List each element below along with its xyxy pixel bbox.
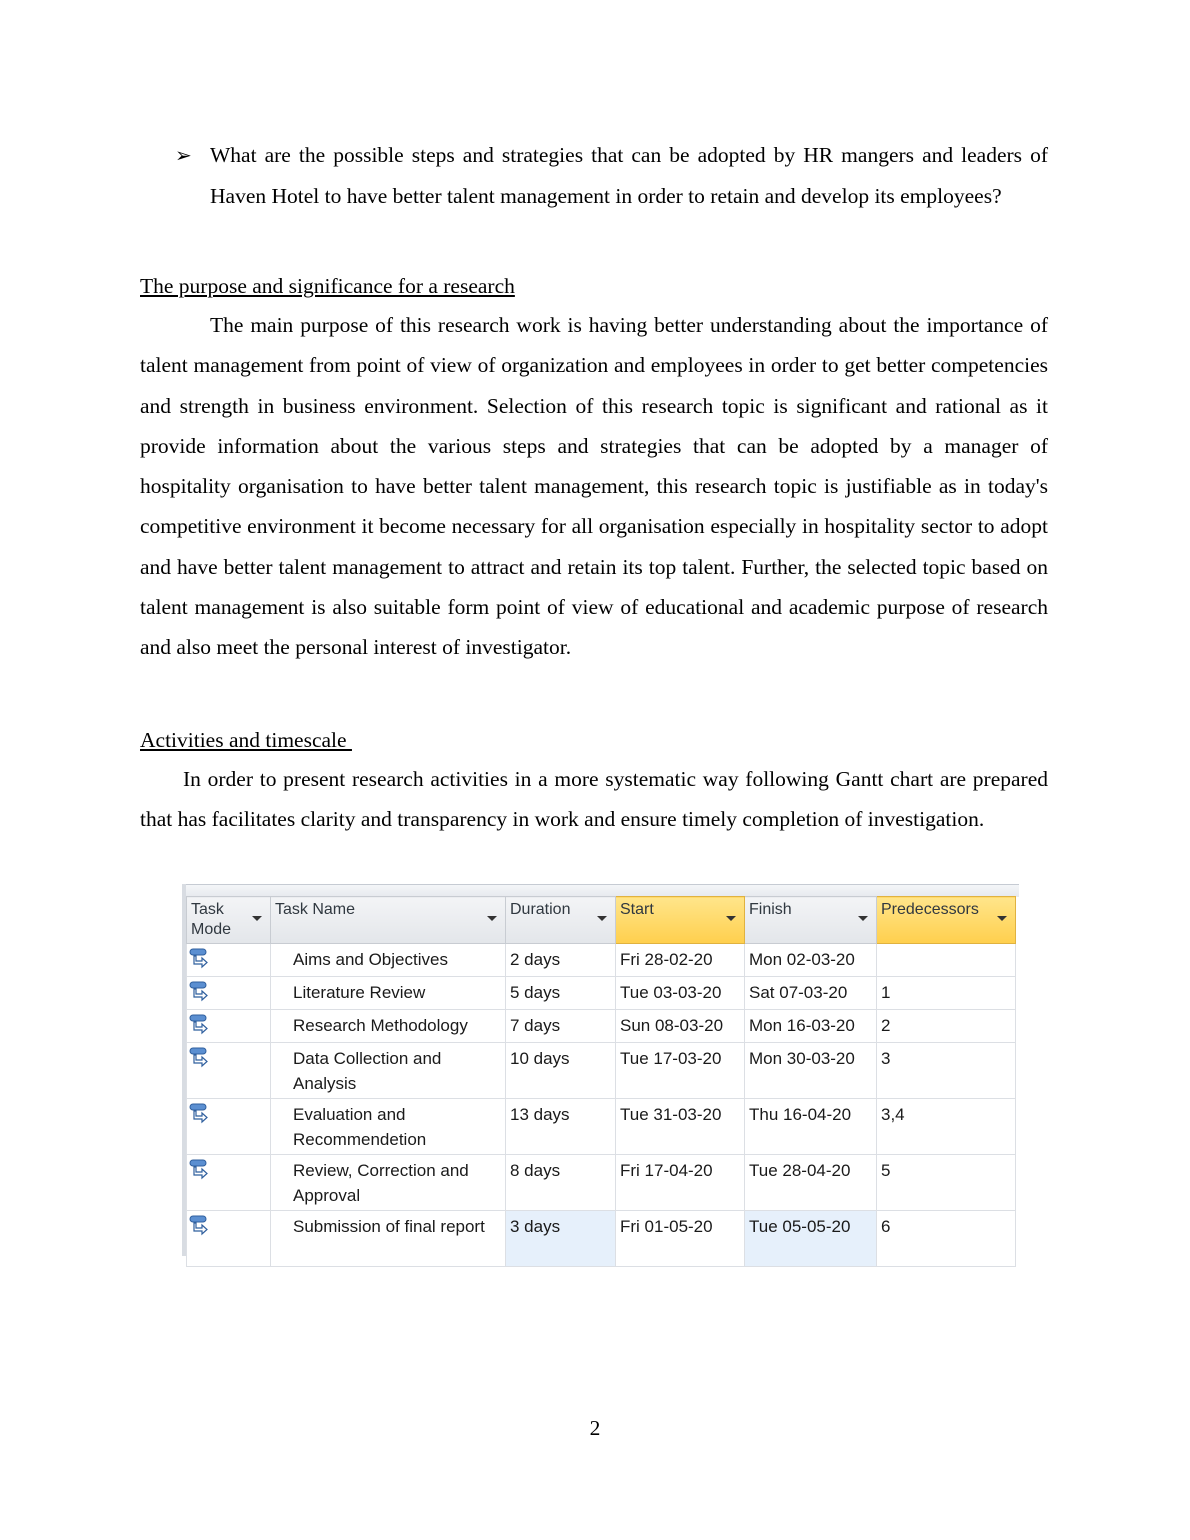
start-cell[interactable]: Tue 03-03-20 <box>616 977 745 1010</box>
start-cell[interactable]: Fri 28-02-20 <box>616 944 745 977</box>
table-row[interactable] <box>187 1211 1016 1267</box>
auto-scheduled-task-icon <box>189 1013 211 1035</box>
purpose-paragraph: The main purpose of this research work is having better understanding about the importance of talent management from point of view of organization and employees in order to get better competencies and strength in business environment. Selection of this research topic is significant and rational as it provide information about the various steps and strategies that can be adopted by a manager of hospitality organisation to have better talent management, this research topic is justifiable as in today's competitive environment it become necessary for all organisation especially in hospitality sector to adopt and have better talent management to attract and retain its top talent. Further, the selected topic based on talent management is also suitable form point of view of educational and academic purpose of research and also meet the personal interest of investigator. <box>140 313 1048 660</box>
predecessors-cell[interactable]: 5 <box>877 1155 1016 1211</box>
page-number: 2 <box>589 1416 601 1440</box>
table-row[interactable] <box>187 944 1016 977</box>
finish-cell[interactable]: Mon 16-03-20 <box>745 1010 877 1043</box>
dropdown-caret-icon[interactable] <box>487 916 497 921</box>
research-question-bullet <box>175 135 1048 216</box>
predecessors-cell[interactable]: 2 <box>877 1010 1016 1043</box>
header-predecessors[interactable] <box>877 897 1016 944</box>
activities-paragraph: In order to present research activities in a more systematic way following Gantt chart are prepared that has facilitates clarity and transparency in work and ensure timely completion of investigation. <box>140 767 1048 832</box>
predecessors-cell[interactable]: 3 <box>877 1043 1016 1099</box>
header-task-name-label: Task Name <box>275 901 356 918</box>
predecessors-cell[interactable]: 1 <box>877 977 1016 1010</box>
table-row[interactable] <box>187 1010 1016 1043</box>
finish-cell[interactable]: Tue 28-04-20 <box>745 1155 877 1211</box>
start-cell[interactable]: Fri 17-04-20 <box>616 1155 745 1211</box>
gantt-table <box>182 884 1019 1256</box>
finish-cell[interactable]: Mon 02-03-20 <box>745 944 877 977</box>
auto-scheduled-task-icon <box>189 1046 211 1068</box>
dropdown-caret-icon[interactable] <box>858 916 868 921</box>
gantt-grid <box>186 896 1016 1267</box>
header-predecessors-label: Predecessors <box>881 901 979 918</box>
task-mode-cell <box>187 1155 271 1211</box>
task-name-cell[interactable]: Review, Correction and Approval <box>271 1155 506 1211</box>
auto-scheduled-task-icon <box>189 1158 211 1180</box>
dropdown-caret-icon[interactable] <box>726 916 736 921</box>
duration-cell[interactable]: 7 days <box>506 1010 616 1043</box>
task-mode-cell <box>187 977 271 1010</box>
predecessors-cell[interactable]: 3,4 <box>877 1099 1016 1155</box>
duration-cell[interactable]: 8 days <box>506 1155 616 1211</box>
finish-cell[interactable]: Thu 16-04-20 <box>745 1099 877 1155</box>
task-mode-cell <box>187 1010 271 1043</box>
header-duration-label: Duration <box>510 901 571 918</box>
predecessors-cell[interactable]: 6 <box>877 1211 1016 1267</box>
header-task-name[interactable] <box>271 897 506 944</box>
start-cell[interactable]: Sun 08-03-20 <box>616 1010 745 1043</box>
start-cell[interactable]: Fri 01-05-20 <box>616 1211 745 1267</box>
auto-scheduled-task-icon <box>189 1214 211 1236</box>
finish-cell[interactable]: Mon 30-03-20 <box>745 1043 877 1099</box>
dropdown-caret-icon[interactable] <box>997 916 1007 921</box>
duration-cell[interactable]: 5 days <box>506 977 616 1010</box>
task-name-cell[interactable]: Evaluation and Recommendetion <box>271 1099 506 1155</box>
predecessors-cell[interactable] <box>877 944 1016 977</box>
duration-cell[interactable]: 2 days <box>506 944 616 977</box>
table-row[interactable] <box>187 1099 1016 1155</box>
auto-scheduled-task-icon <box>189 947 211 969</box>
dropdown-caret-icon[interactable] <box>597 916 607 921</box>
arrow-bullet-icon: ➢ <box>175 143 192 167</box>
header-start-label: Start <box>620 901 654 918</box>
header-task-mode[interactable] <box>187 897 271 944</box>
dropdown-caret-icon[interactable] <box>252 916 262 921</box>
header-task-mode-line2: Mode <box>191 921 232 938</box>
research-question-text: What are the possible steps and strategies that can be adopted by HR mangers and leaders of Haven Hotel to have better talent management in order to retain and develop its employees? <box>210 143 1048 208</box>
start-cell[interactable]: Tue 31-03-20 <box>616 1099 745 1155</box>
task-name-cell[interactable]: Submission of final report <box>271 1211 506 1267</box>
task-mode-cell <box>187 1043 271 1099</box>
auto-scheduled-task-icon <box>189 1102 211 1124</box>
purpose-heading: The purpose and significance for a research <box>140 274 515 298</box>
duration-cell[interactable]: 13 days <box>506 1099 616 1155</box>
header-finish[interactable] <box>745 897 877 944</box>
task-name-cell[interactable]: Literature Review <box>271 977 506 1010</box>
table-row[interactable] <box>187 1043 1016 1099</box>
header-start[interactable] <box>616 897 745 944</box>
header-finish-label: Finish <box>749 901 792 918</box>
task-mode-cell <box>187 1099 271 1155</box>
duration-cell[interactable]: 3 days <box>506 1211 616 1267</box>
header-task-mode-line1: Task <box>191 901 224 918</box>
task-mode-cell <box>187 944 271 977</box>
task-name-cell[interactable]: Research Methodology <box>271 1010 506 1043</box>
duration-cell[interactable]: 10 days <box>506 1043 616 1099</box>
task-name-cell[interactable]: Aims and Objectives <box>271 944 506 977</box>
finish-cell[interactable]: Sat 07-03-20 <box>745 977 877 1010</box>
finish-cell[interactable]: Tue 05-05-20 <box>745 1211 877 1267</box>
table-row[interactable] <box>187 1155 1016 1211</box>
auto-scheduled-task-icon <box>189 980 211 1002</box>
start-cell[interactable]: Tue 17-03-20 <box>616 1043 745 1099</box>
activities-heading: Activities and timescale <box>140 728 352 752</box>
task-name-cell[interactable]: Data Collection and Analysis <box>271 1043 506 1099</box>
header-duration[interactable] <box>506 897 616 944</box>
task-mode-cell <box>187 1211 271 1267</box>
table-row[interactable] <box>187 977 1016 1010</box>
